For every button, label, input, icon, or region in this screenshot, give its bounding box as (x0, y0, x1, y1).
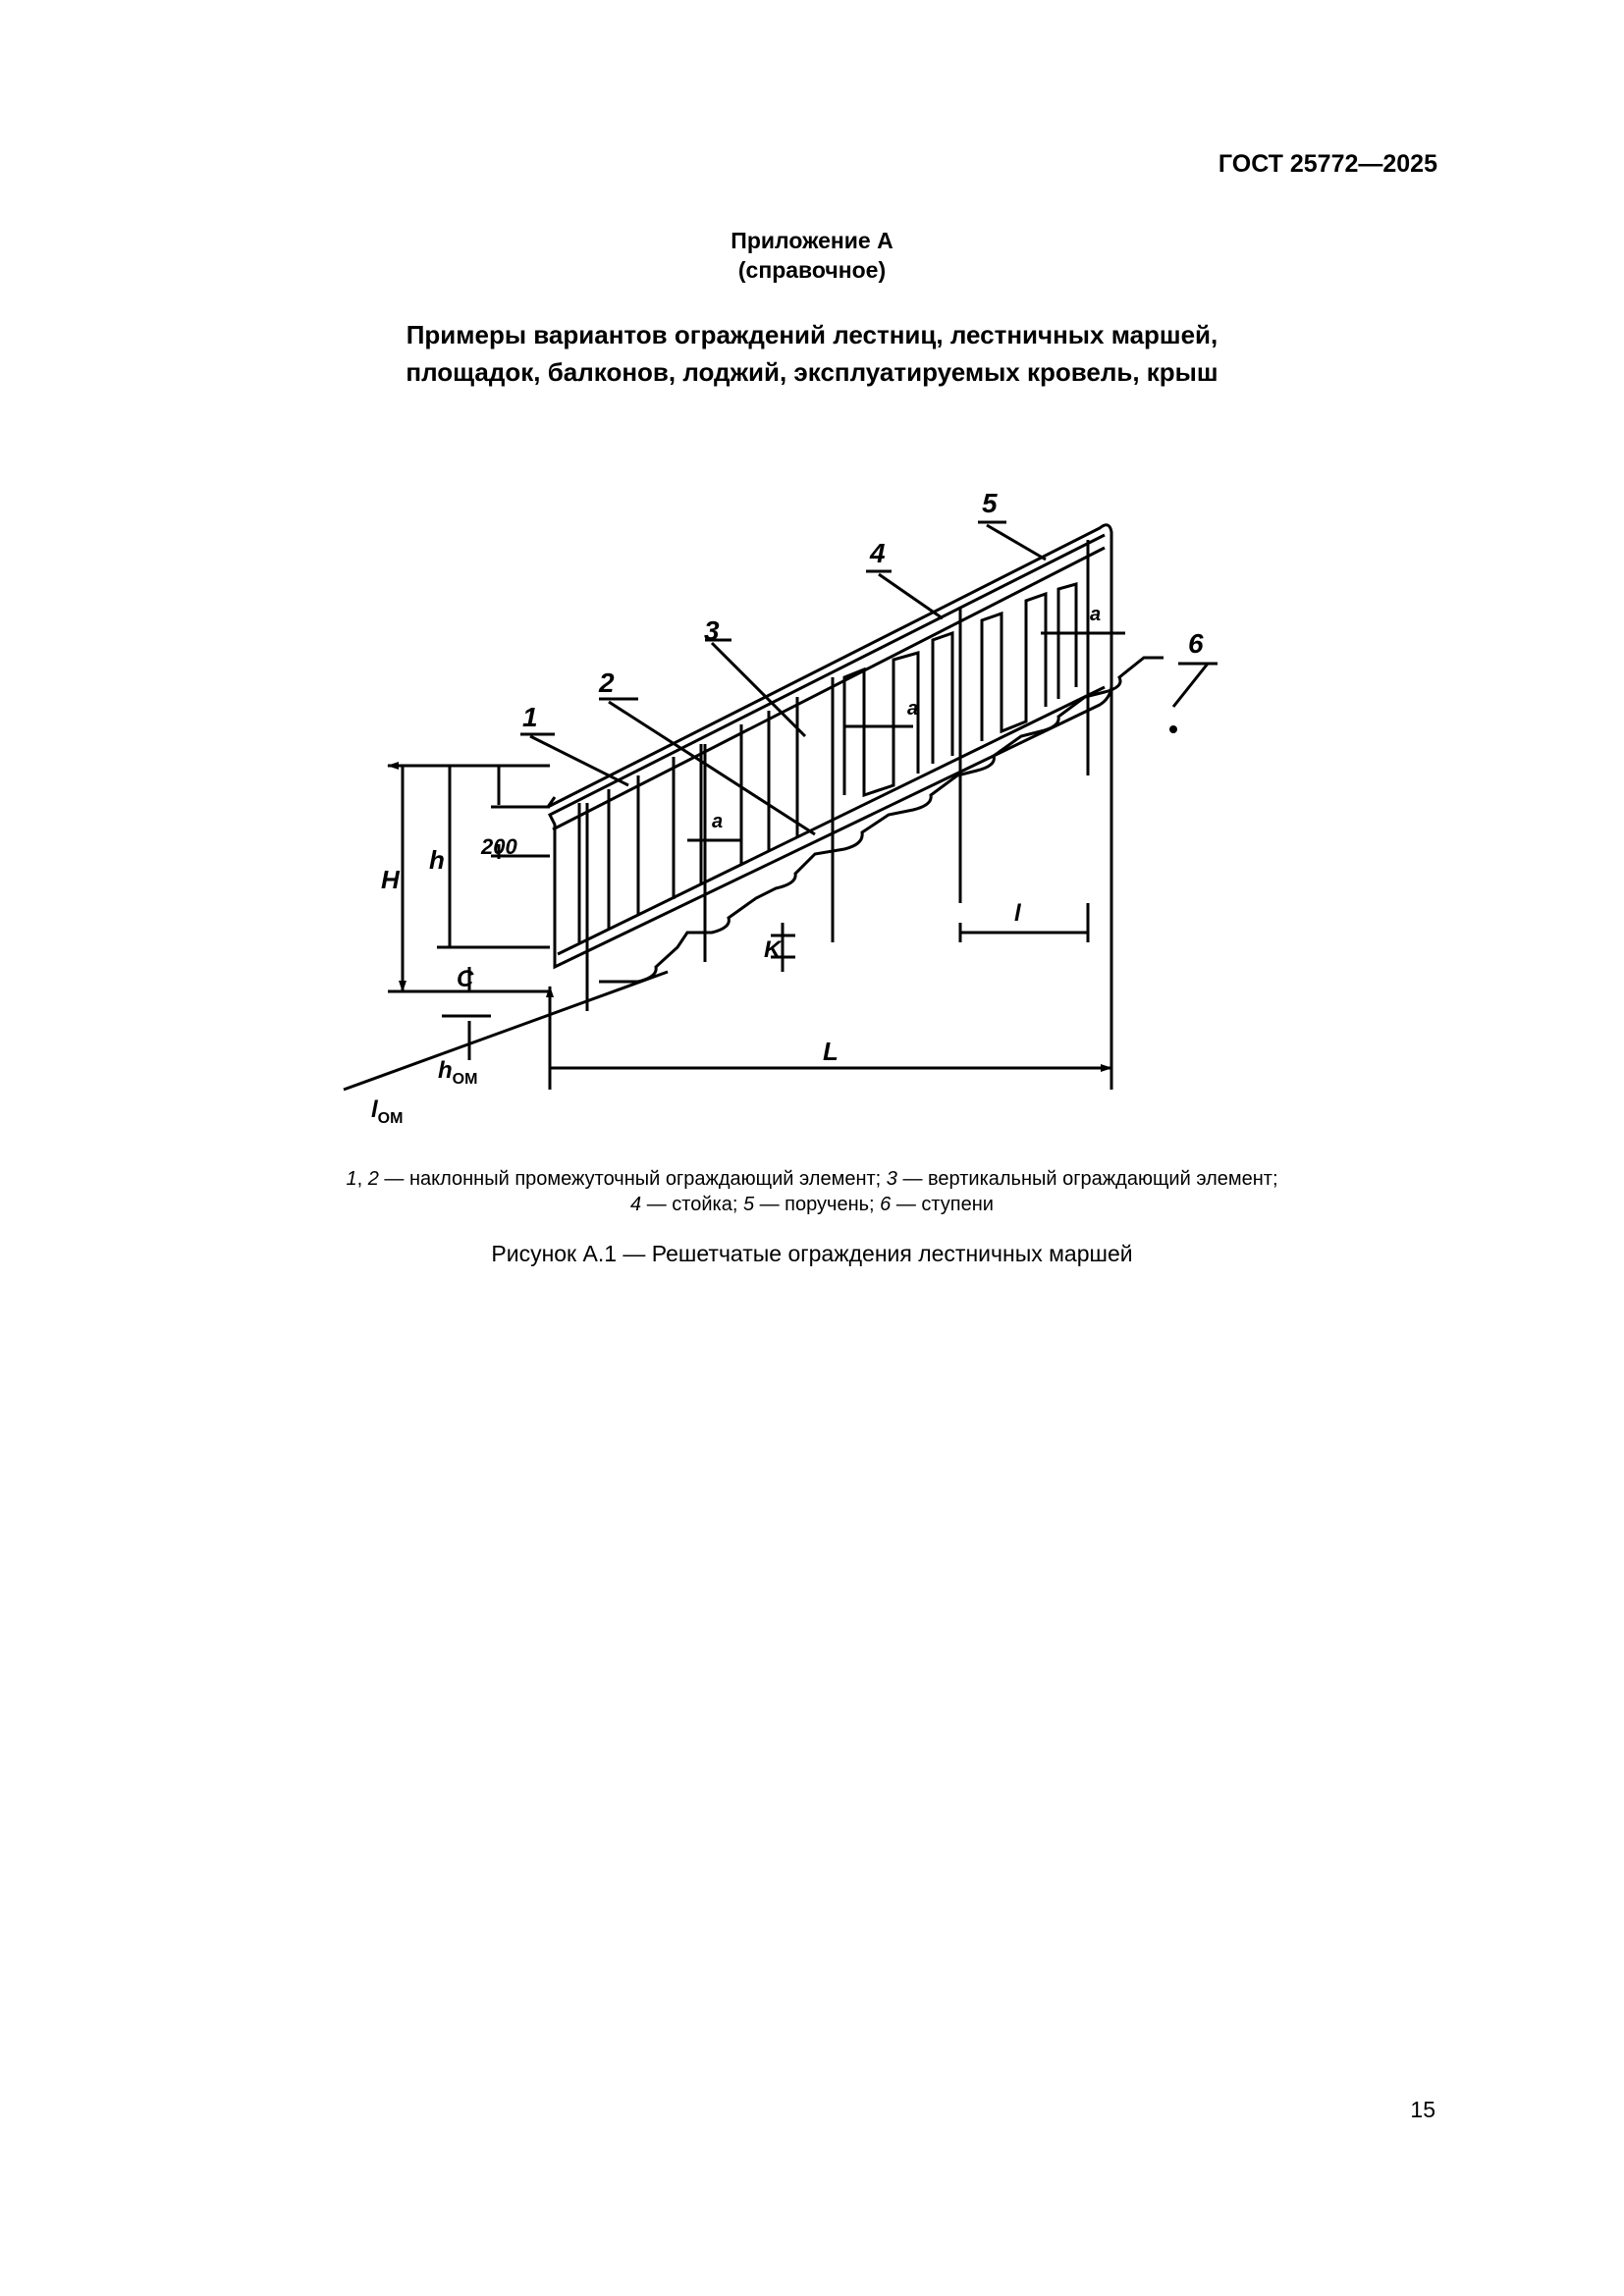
callout-5: 5 (982, 488, 998, 518)
legend-text: — ступени (891, 1194, 994, 1215)
legend-text: — поручень; (754, 1194, 881, 1215)
section-heading-line2: площадок, балконов, лоджий, эксплуатируемых кровель, крыш (406, 357, 1218, 387)
section-heading-line1: Примеры вариантов ограждений лестниц, лестничных маршей, (406, 320, 1218, 349)
dim-h: h (429, 845, 445, 875)
vertical-bars (579, 697, 797, 942)
legend-number: 3 (886, 1168, 897, 1190)
legend-number: 2 (367, 1168, 379, 1190)
legend-line (0, 1166, 1624, 1192)
dim-K: K (764, 936, 782, 963)
legend-text: — вертикальный ограждающий элемент; (896, 1168, 1278, 1190)
appendix-kind: (справочное) (737, 257, 887, 283)
dim-l-om: $l_{ОМ}$ (371, 1096, 404, 1127)
dim-l: l (1014, 900, 1021, 927)
figure-legend (0, 1166, 1624, 1217)
legend-text: , (356, 1168, 368, 1190)
ground-line (344, 972, 668, 1090)
dim-a-3: a (1090, 604, 1102, 625)
dim-a-2: a (907, 698, 919, 720)
legend-number: 6 (880, 1194, 892, 1215)
legend-text: — стойка; (641, 1194, 743, 1215)
dim-200: 200 (481, 834, 517, 859)
document-code: ГОСТ 25772—2025 (1218, 150, 1437, 178)
dim-a-1: a (712, 811, 724, 832)
dim-H: H (381, 865, 400, 894)
callout-3: 3 (704, 615, 720, 646)
figure-caption: Рисунок А.1 — Решетчатые ограждения лестничных маршей (491, 1241, 1133, 1266)
appendix-title: Приложение А (731, 228, 893, 253)
callout-2: 2 (599, 667, 615, 698)
dim-L: L (823, 1037, 839, 1066)
callout-1: 1 (522, 702, 538, 732)
page-number: 15 (1410, 2097, 1435, 2122)
callout-6: 6 (1188, 628, 1204, 659)
legend-line (0, 1192, 1624, 1217)
legend-text: — наклонный промежуточный ограждающий элемент; (378, 1168, 887, 1190)
dim-h-om: $h_{ОМ}$ (438, 1057, 478, 1088)
handrail (548, 525, 1111, 967)
legend-number: 1 (346, 1168, 357, 1190)
callout-4: 4 (870, 538, 886, 568)
legend-number: 4 (630, 1194, 642, 1215)
lower-rail (553, 548, 1105, 829)
legend-number: 5 (742, 1194, 755, 1215)
dim-C: C (457, 966, 474, 992)
